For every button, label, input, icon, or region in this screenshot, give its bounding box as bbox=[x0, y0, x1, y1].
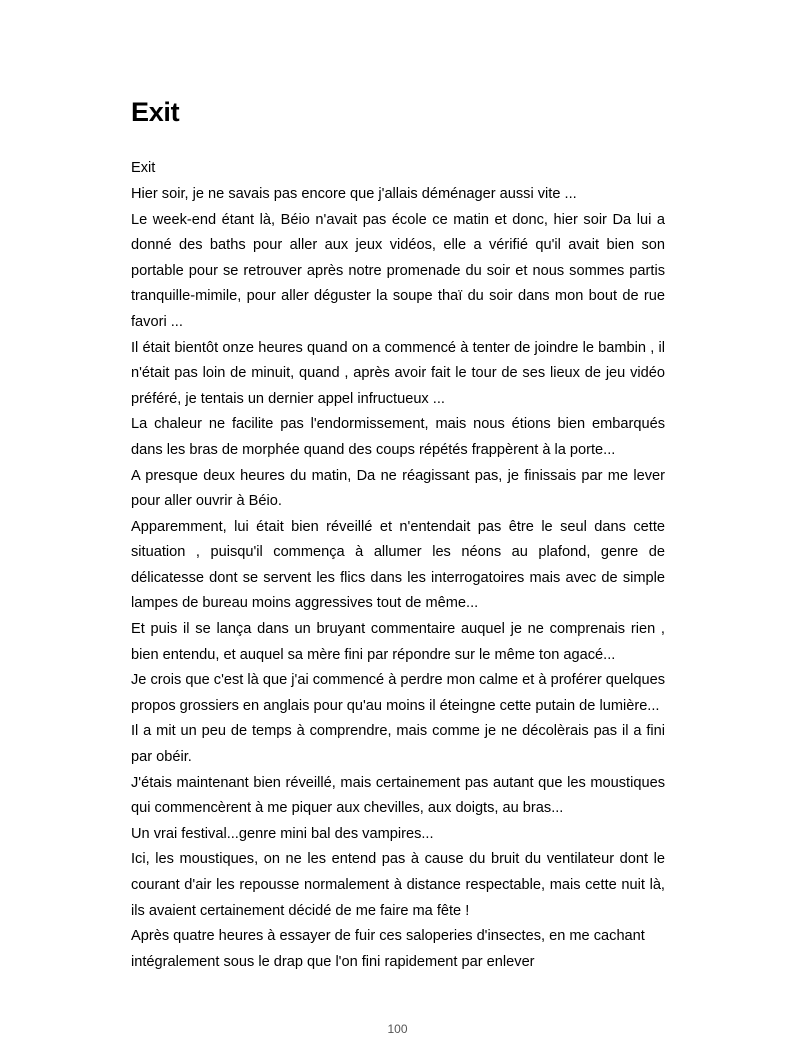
paragraph: Un vrai festival...genre mini bal des vampires... bbox=[131, 825, 434, 842]
paragraph: Et puis il se lança dans un bruyant commentaire auquel je ne comprenais rien , bien entendu, et auquel sa mère fini par répondre sur le même ton agacé... bbox=[131, 621, 665, 663]
paragraph: J'étais maintenant bien réveillé, mais certainement pas autant que les moustiques qui commencèrent à me piquer aux chevilles, aux doigts, au bras... bbox=[131, 774, 665, 817]
paragraph: Il a mit un peu de temps à comprendre, mais comme je ne décolèrais pas il a fini par obéir. bbox=[131, 723, 665, 766]
paragraph: Ici, les moustiques, on ne les entend pas à cause du bruit du ventilateur dont le courant d'air les repousse normalement à distance respectable, mais cette nuit là, ils avaient certainement décidé de me faire ma fête ! bbox=[131, 851, 665, 919]
document-body bbox=[131, 156, 665, 975]
paragraph: A presque deux heures du matin, Da ne réagissant pas, je finissais par me lever pour aller ouvrir à Béio. bbox=[131, 467, 665, 510]
paragraph: Après quatre heures à essayer de fuir ces saloperies d'insectes, en me cachant intégralement sous le drap que l'on fini rapidement par enlever bbox=[131, 928, 645, 970]
page-title: Exit bbox=[131, 97, 180, 127]
page-number: 100 bbox=[387, 1022, 408, 1036]
paragraph: La chaleur ne facilite pas l'endormissement, mais nous étions bien embarqués dans les bras de morphée quand des coups répétés frappèrent à la porte... bbox=[131, 416, 665, 458]
paragraph: Hier soir, je ne savais pas encore que j'allais déménager aussi vite ... bbox=[131, 185, 577, 202]
paragraph: Apparemment, lui était bien réveillé et n'entendait pas être le seul dans cette situation , puisqu'il commença à allumer les néons au plafond, genre de délicatesse dont se servent les flics dans les interrogatoires mais avec de simple lampes de bureau moins aggressives tout de même... bbox=[131, 518, 665, 612]
paragraph: Il était bientôt onze heures quand on a commencé à tenter de joindre le bambin , il n'était pas loin de minuit, quand , après avoir fait le tour de ses lieux de jeu vidéo préféré, je tentais un dernier appel infructueux ... bbox=[131, 339, 665, 407]
paragraph: Je crois que c'est là que j'ai commencé à perdre mon calme et à proférer quelques propos grossiers en anglais pour qu'au moins il éteingne cette putain de lumière... bbox=[131, 672, 665, 714]
paragraph: Exit bbox=[131, 160, 156, 177]
paragraph: Le week-end étant là, Béio n'avait pas école ce matin et donc, hier soir Da lui a donné des baths pour aller aux jeux vidéos, elle a vérifié qu'il avait bien son portable pour se retrouver après notre promenade du soir et nous sommes partis tranquille-mimile, pour aller déguster la soupe thaï du soir dans mon bout de rue favori ... bbox=[131, 211, 665, 330]
